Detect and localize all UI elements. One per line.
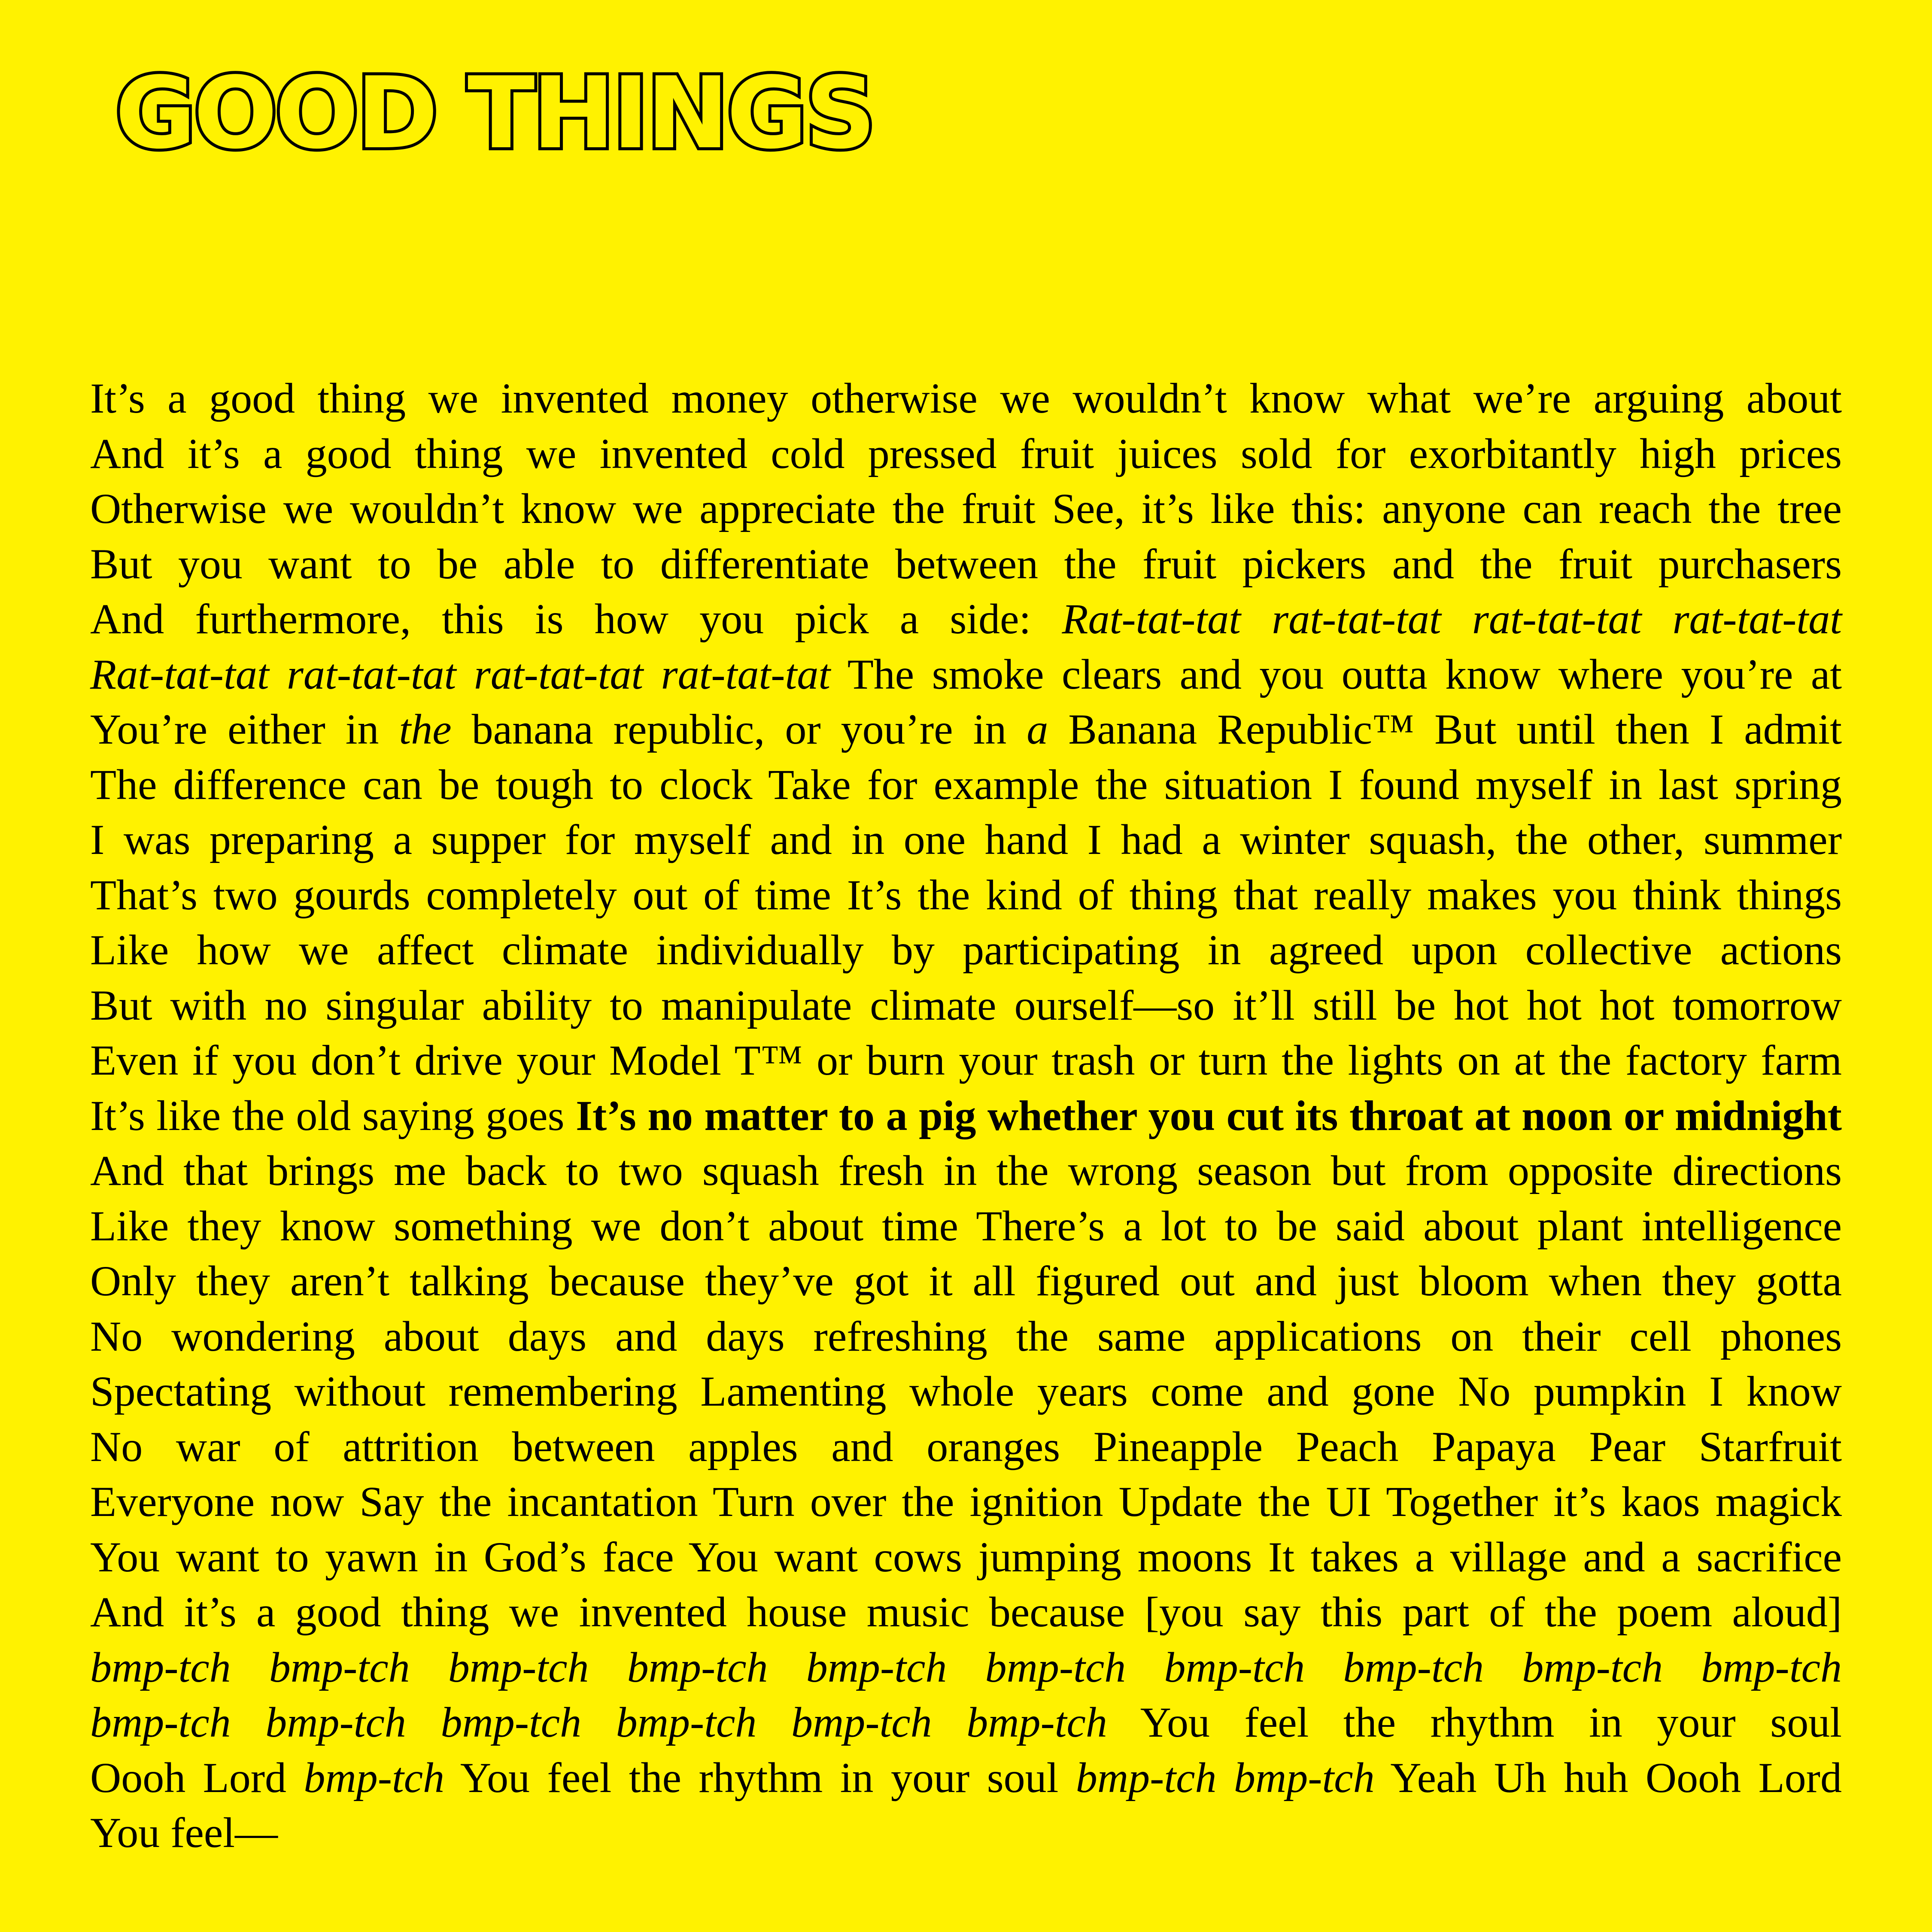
poem-text: And it’s a good thing we invented cold pressed fruit juices sold for exorbitantly high prices xyxy=(90,429,1842,477)
poem-text: Yeah Uh huh Oooh Lord xyxy=(1374,1753,1842,1801)
poem-line xyxy=(90,757,1842,813)
poem-text: It’s like the old saying goes xyxy=(90,1091,576,1139)
poem-text: And that brings me back to two squash fresh in the wrong season but from opposite directions xyxy=(90,1147,1842,1194)
poem-line xyxy=(90,1419,1842,1475)
poem-text: But you want to be able to differentiate between the fruit pickers and the fruit purchasers xyxy=(90,540,1842,588)
poem-text: Banana Republic™ But until then I admit xyxy=(1048,705,1842,753)
poem-text: Everyone now Say the incantation Turn over the ignition Update the UI Together it’s kaos magick xyxy=(90,1478,1842,1525)
poem-text: You’re either in xyxy=(90,705,399,753)
poem-text: You feel— xyxy=(90,1809,278,1856)
poem-text: You want to yawn in God’s face You want cows jumping moons It takes a village and a sacrifice xyxy=(90,1533,1842,1581)
poem-italic-text: the xyxy=(399,705,452,753)
poem-text: And furthermore, this is how you pick a side: xyxy=(90,595,1062,643)
poem-line xyxy=(90,1750,1842,1806)
poem-line xyxy=(90,371,1842,426)
poem-text: Only they aren’t talking because they’ve got it all figured out and just bloom when they gotta xyxy=(90,1257,1842,1305)
poem-italic-text: bmp-tch bmp-tch bmp-tch bmp-tch bmp-tch bmp-tch xyxy=(90,1698,1107,1746)
poem-line xyxy=(90,1033,1842,1088)
poem-body xyxy=(90,371,1842,1861)
poem-text: It’s a good thing we invented money otherwise we wouldn’t know what we’re arguing about xyxy=(90,374,1842,422)
poem-line xyxy=(90,1143,1842,1199)
poem-italic-text: bmp-tch xyxy=(304,1753,445,1801)
poem-italic-text: Rat-tat-tat rat-tat-tat rat-tat-tat rat-tat-tat xyxy=(90,650,831,698)
poem-text: No wondering about days and days refreshing the same applications on their cell phones xyxy=(90,1312,1842,1360)
poem-text: Even if you don’t drive your Model T™ or burn your trash or turn the lights on at the factory farm xyxy=(90,1036,1842,1084)
poem-text: Spectating without remembering Lamenting whole years come and gone No pumpkin I know xyxy=(90,1367,1842,1415)
poem-line xyxy=(90,1695,1842,1750)
poem-line xyxy=(90,426,1842,482)
poem-line xyxy=(90,702,1842,757)
poem-text: Like how we affect climate individually by participating in agreed upon collective actions xyxy=(90,926,1842,974)
poem-line xyxy=(90,1805,1842,1861)
poem-line xyxy=(90,537,1842,592)
poem-text: But with no singular ability to manipulate climate ourself—so it’ll still be hot hot hot tomorrow xyxy=(90,981,1842,1029)
poem-text: The difference can be tough to clock Take for example the situation I found myself in last spring xyxy=(90,760,1842,808)
poem-text: That’s two gourds completely out of time It’s the kind of thing that really makes you think things xyxy=(90,871,1842,919)
poem-line xyxy=(90,1530,1842,1585)
poem-text: I was preparing a supper for myself and in one hand I had a winter squash, the other, summer xyxy=(90,816,1842,863)
poem-text: No war of attrition between apples and oranges Pineapple Peach Papaya Pear Starfruit xyxy=(90,1422,1842,1470)
poem-text: Oooh Lord xyxy=(90,1753,304,1801)
poem-italic-text: a xyxy=(1027,705,1048,753)
poem-line xyxy=(90,592,1842,647)
poem-line xyxy=(90,1199,1842,1254)
page-title: GOOD THINGS xyxy=(115,56,874,171)
poem-line xyxy=(90,1364,1842,1419)
poem-line xyxy=(90,1309,1842,1364)
poem-text: You feel the rhythm in your soul xyxy=(444,1753,1076,1801)
poem-line xyxy=(90,978,1842,1033)
poem-text: Like they know something we don’t about time There’s a lot to be said about plant intelligence xyxy=(90,1202,1842,1250)
poem-line xyxy=(90,647,1842,702)
poem-line xyxy=(90,868,1842,923)
poem-line xyxy=(90,1640,1842,1695)
poem-line xyxy=(90,812,1842,868)
poem-text: The smoke clears and you outta know where you’re at xyxy=(830,650,1842,698)
poem-text: You feel the rhythm in your soul xyxy=(1107,1698,1842,1746)
poem-italic-text: bmp-tch bmp-tch xyxy=(1075,1753,1375,1801)
poem-text: And it’s a good thing we invented house music because [you say this part of the poem aloud] xyxy=(90,1588,1842,1636)
poem-text: Otherwise we wouldn’t know we appreciate the fruit See, it’s like this: anyone can reach the tree xyxy=(90,485,1842,532)
poem-line xyxy=(90,923,1842,978)
poem-line xyxy=(90,1254,1842,1309)
poem-bold-text: It’s no matter to a pig whether you cut its throat at noon or midnight xyxy=(576,1091,1842,1139)
poem-italic-text: Rat-tat-tat rat-tat-tat rat-tat-tat rat-tat-tat xyxy=(1062,595,1842,643)
poem-line xyxy=(90,481,1842,537)
poem-line xyxy=(90,1585,1842,1640)
poem-line xyxy=(90,1474,1842,1530)
poem-text: banana republic, or you’re in xyxy=(451,705,1027,753)
poem-line xyxy=(90,1088,1842,1144)
poem-italic-text: bmp-tch bmp-tch bmp-tch bmp-tch bmp-tch bmp-tch bmp-tch bmp-tch bmp-tch bmp-tch xyxy=(90,1643,1842,1691)
